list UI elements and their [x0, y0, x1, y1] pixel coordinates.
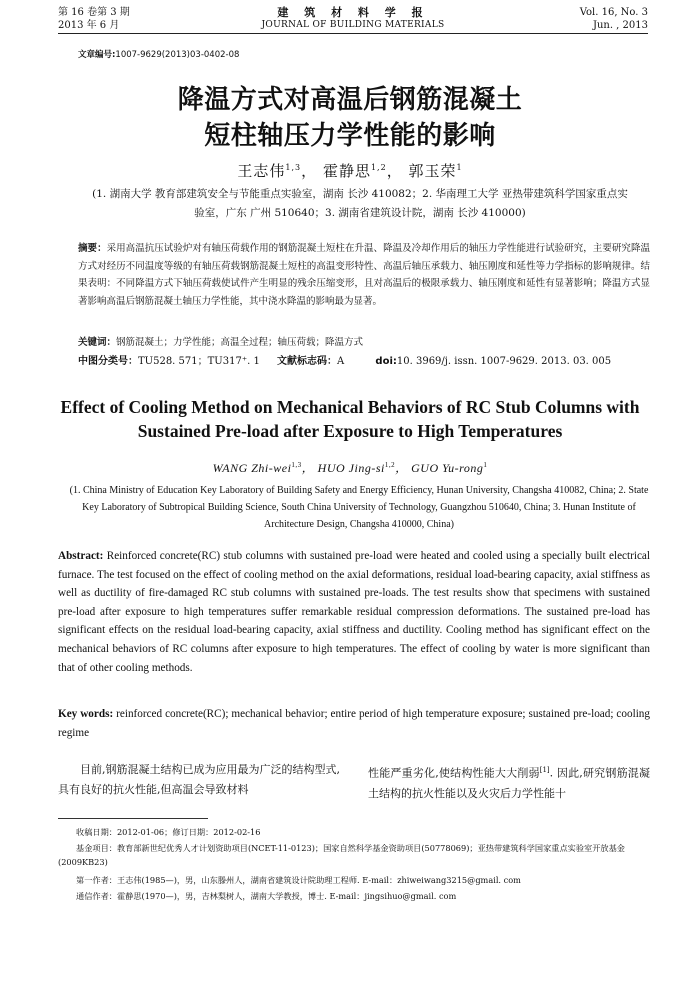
- author-en-2: HUO Jing-si: [317, 461, 385, 475]
- keywords-cn: [78, 334, 650, 351]
- date-en: Jun. , 2013: [592, 20, 648, 31]
- abstract-en: [58, 547, 650, 677]
- footnote-fund-text: 基金项目：教育部新世纪优秀人才计划资助项目(NCET-11-0123)；国家自然科学基金资助项目(50778069)；亚热带建筑科学国家重点实验室开放基金(2009KB23): [58, 843, 625, 867]
- keywords-en-text: reinforced concrete(RC); mechanical behavior; entire period of high temperature exposure; sustained pre-load; cooling regime: [58, 708, 650, 739]
- classification-line: [78, 354, 650, 370]
- body-column-left: 目前,钢筋混凝土结构已成为应用最为广泛的结构型式,具有良好的抗火性能,但高温会导致材料: [58, 763, 340, 796]
- author-cn-1: 王志伟: [237, 162, 286, 180]
- journal-name-cn: 建 筑 材 料 学 报: [277, 6, 429, 19]
- title-cn: [0, 82, 700, 154]
- header-right: [580, 6, 648, 32]
- author-cn-2-aff: 1,2: [370, 163, 387, 172]
- author-cn-sep: ，: [386, 162, 403, 180]
- author-cn-sep: ，: [301, 162, 318, 180]
- journal-name-en: JOURNAL OF BUILDING MATERIALS: [261, 20, 445, 30]
- clc-value: TU528. 571；TU317⁺. 1: [138, 356, 260, 367]
- doi-value: 10. 3969/j. issn. 1007-9629. 2013. 03. 005: [396, 356, 612, 367]
- author-en-1-aff: 1,3: [291, 461, 302, 469]
- authors-cn: [0, 160, 700, 181]
- volume-cn: 第 16 卷第 3 期: [58, 7, 130, 18]
- abstract-en-text: Reinforced concrete(RC) stub columns with sustained pre-load were heated and cooled using a specially built electrical furnace. The test focused on the effect of cooling method on the axial deformations, residual load-bearing capacity, axial stiffness as well as ductility of fire-damaged RC stub columns with sustained pre-loads. The test results show that specimens with sustained pre-load after exposure to high temperatures suffer remarkable residual compression deformations. The sustained pre-load has significant effects on the residual load-bearing capacity, axial stiffness and ductility. Cooling method has significant effect on the mechanical behaviors of RC columns after exposure to high temperatures. The effect of cooling by water is more significant than that of other cooling methods.: [58, 550, 650, 674]
- title-cn-line2: 短柱轴压力学性能的影响: [204, 121, 496, 151]
- citation-1: [1]: [539, 766, 550, 774]
- title-en-line1: Effect of Cooling Method on Mechanical Behaviors of RC Stub Columns with: [60, 397, 640, 417]
- author-cn-3: 郭玉荣: [408, 162, 457, 180]
- affiliations-en: (1. China Ministry of Education Key Laboratory of Building Safety and Energy Efficiency, Hunan University, Changsha 410082, China; 2. State Key Laboratory of Subtropical Building Science, South China University of Technology, Guangzhou 510640, China; 3. Hunan Institute of Architecture Design, Changsha 410000, China): [69, 485, 649, 530]
- author-en-sep: ，: [395, 461, 408, 475]
- volume-en: Vol. 16, No. 3: [579, 7, 648, 18]
- author-cn-2: 霍静思: [322, 162, 371, 180]
- footnote-rule: [58, 818, 208, 819]
- header-center: [58, 6, 648, 32]
- body-text: [58, 760, 650, 804]
- footnote-corresponding-text: 通信作者：霍静思(1970—)，男，吉林梨树人，湖南大学教授，博士. E-mail：jingsihuo@gmail. com: [76, 891, 457, 901]
- running-header: [58, 6, 648, 34]
- doc-code-value: A: [337, 356, 345, 367]
- abstract-cn-text: 采用高温抗压试验炉对有轴压荷载作用的钢筋混凝土短柱在升温、降温及冷却作用后的轴压力学性能进行试验研究，主要研究降温方式对经历不同温度等级的有轴压荷载钢筋混凝土短柱的高温变形特性、高温后轴压承载力、轴压刚度和延性等力学指标的影响规律。结果表明：不同降温方式下轴压荷载使试件产生明显的残余压缩变形，且对高温后的极限承载力、轴压刚度和延性有显著影响；降温方式显著影响高温后钢筋混凝土轴压力学性能，其中浇水降温的影响最为显著。: [78, 243, 650, 307]
- footnote-dates: [58, 826, 650, 840]
- article-number: [78, 48, 239, 60]
- body-column-right: [368, 760, 650, 804]
- clc-label: 中图分类号：: [78, 356, 138, 367]
- keywords-en: [58, 705, 650, 742]
- keywords-cn-label: 关键词：: [78, 337, 117, 348]
- author-en-3-aff: 1: [483, 461, 488, 469]
- footnote-first-author: [58, 874, 650, 888]
- abstract-en-label: Abstract:: [58, 550, 104, 562]
- keywords-cn-text: 钢筋混凝土；力学性能；高温全过程；轴压荷载；降温方式: [116, 337, 364, 348]
- title-en: [30, 395, 670, 443]
- abstract-cn-label: 摘要：: [78, 243, 107, 254]
- author-en-sep: ，: [301, 461, 315, 475]
- doi-label: doi:: [375, 356, 397, 367]
- title-en-line2: Sustained Pre-load after Exposure to High Temperatures: [137, 421, 563, 441]
- abstract-cn: [78, 240, 650, 310]
- affiliations-cn: (1. 湖南大学 教育部建筑安全与节能重点实验室，湖南 长沙 410082；2. 华南理工大学 亚热带建筑科学国家重点实验室，广东 广州 510640；3. 湖南省建筑设计院，湖南 长沙 410000): [92, 188, 628, 219]
- body-right-text-b: . 因此,研究钢筋混凝土结构的抗火性能以及火灾后力学性能十: [368, 766, 650, 800]
- header-rule: [58, 33, 648, 34]
- footnote-fund: [58, 842, 650, 869]
- footnote-first-author-text: 第一作者：王志伟(1985—)，男，山东滕州人，湖南省建筑设计院助理工程师. E-mail：zhiweiwang3215@gmail. com: [76, 875, 521, 885]
- article-number-value: 1007-9629(2013)03-0402-08: [115, 50, 240, 60]
- author-en-2-aff: 1,2: [384, 461, 396, 469]
- footnote-corresponding: [58, 890, 650, 904]
- author-cn-1-aff: 1,3: [285, 163, 302, 172]
- article-number-label: 文章编号:: [78, 50, 116, 60]
- keywords-en-label: Key words:: [58, 708, 114, 720]
- footnote-dates-text: 收稿日期：2012-01-06；修订日期：2012-02-16: [76, 827, 261, 837]
- author-cn-3-aff: 1: [456, 163, 463, 172]
- date-cn: 2013 年 6 月: [58, 20, 120, 31]
- body-right-text-a: 性能严重劣化,使结构性能大大削弱: [368, 766, 540, 780]
- doc-code-label: 文献标志码：: [277, 356, 337, 367]
- author-en-1: WANG Zhi-wei: [212, 461, 292, 475]
- title-cn-line1: 降温方式对高温后钢筋混凝土: [177, 85, 523, 115]
- author-en-3: GUO Yu-rong: [411, 461, 484, 475]
- authors-en: [0, 459, 700, 476]
